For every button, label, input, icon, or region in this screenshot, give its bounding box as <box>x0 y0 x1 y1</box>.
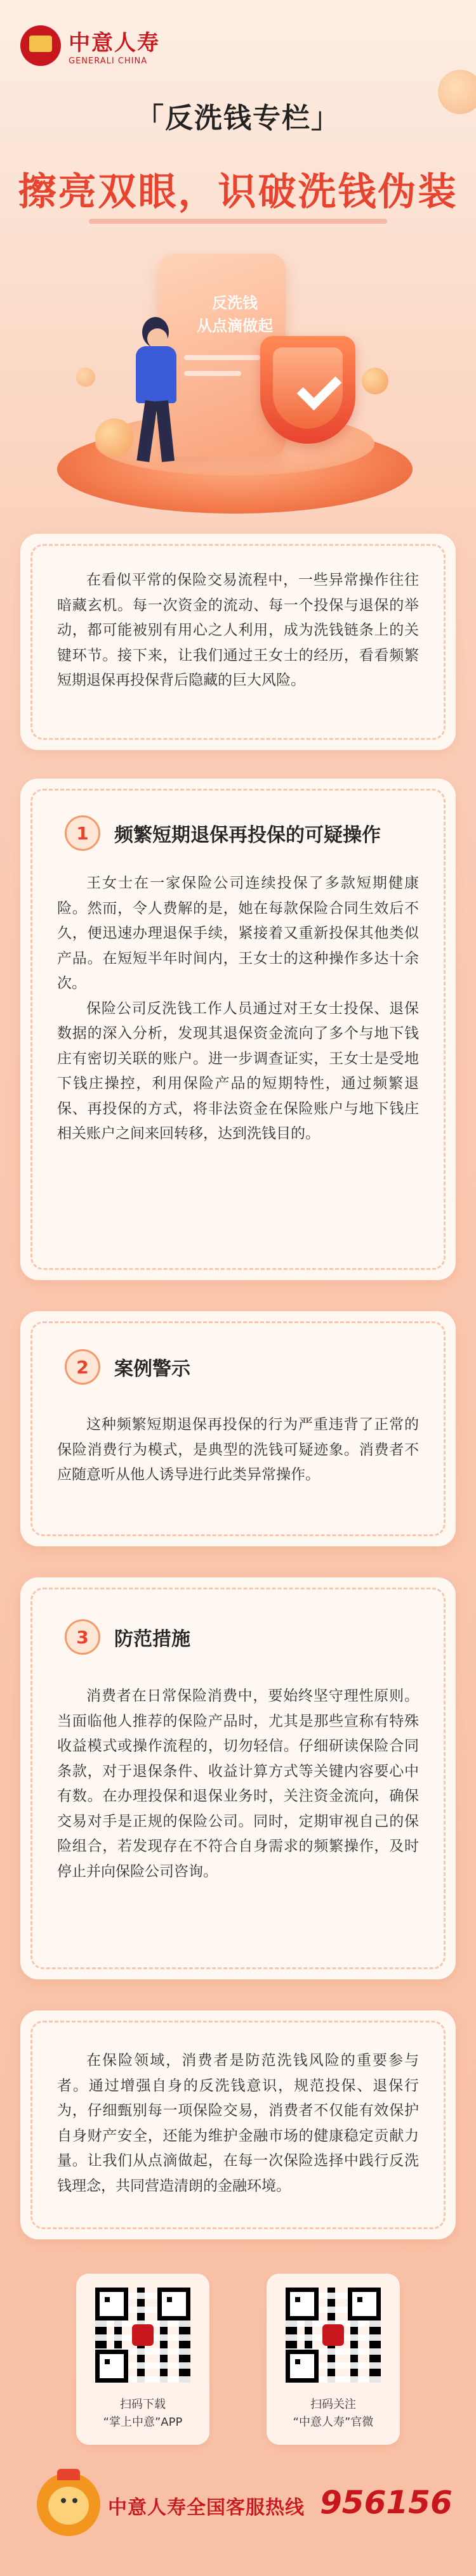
section-paragraph: 消费者在日常保险消费中，要始终坚守理性原则。当面临他人推荐的保险产品时，尤其是那些宣称有特殊收益模式或操作流程的，切勿轻信。仔细研读保险合同条款，对于退保条件、收益计算方式等关键内容要心中有数。在办理投保和退保业务时，关注资金流向，确保交易对手是正规的保险公司。同时，定期审视自己的保险组合，若发现存在不符合自身需求的频繁操作，及时停止并向保险公司咨询。 <box>57 1688 419 1880</box>
qr-app-download[interactable] <box>76 2274 209 2445</box>
qr-panel <box>76 2274 400 2445</box>
section-title: 案例警示 <box>114 1358 190 1380</box>
shield-icon <box>260 336 355 444</box>
section-body-2 <box>57 1413 419 1488</box>
phone-line-decoration <box>184 371 241 376</box>
qr-label-line1: 扫码关注 <box>310 2398 356 2411</box>
intro-text <box>57 568 419 694</box>
section-card-3 <box>20 1577 456 1979</box>
section-heading-3 <box>65 1619 190 1655</box>
section-paragraph: 这种频繁短期退保再投保的行为严重违背了正常的保险消费行为模式，是典型的洗钱可疑迹象。消费者不应随意听从他人诱导进行此类异常操作。 <box>57 1416 419 1483</box>
qr-wechat-follow[interactable] <box>267 2274 400 2445</box>
brand-name-en: GENERALI CHINA <box>69 56 148 66</box>
headline-underline <box>89 219 387 224</box>
closing-card <box>20 2010 456 2239</box>
column-tag: 「反洗钱专栏」 <box>136 102 340 134</box>
section-number-badge: 1 <box>65 815 100 851</box>
brand-name-cn: 中意人寿 <box>69 30 160 56</box>
brand-emblem-icon <box>20 25 61 66</box>
section-number-badge: 3 <box>65 1619 100 1655</box>
section-paragraph: 保险公司反洗钱工作人员通过对王女士投保、退保数据的深入分析，发现其退保资金流向了多个与地下钱庄有密切关联的账户。进一步调查证实，王女士是受地下钱庄操控，利用保险产品的短期特性，通过频繁退保、再投保的方式，将非法资金在保险账户与地下钱庄相关账户之间来回转移，达到洗钱目的。 <box>57 1000 419 1142</box>
lion-mascot-icon <box>37 2473 100 2542</box>
section-card-2 <box>20 1311 456 1546</box>
section-body-3 <box>57 1684 419 1884</box>
phone-text <box>184 292 286 337</box>
hero-illustration <box>0 241 476 526</box>
qr-label-line1: 扫码下载 <box>120 2398 166 2411</box>
intro-paragraph: 在看似平常的保险交易流程中，一些异常操作往往暗藏玄机。每一次资金的流动、每一个投保与退保的举动，都可能被别有用心之人利用，成为洗钱链条上的关键环节。接下来，让我们通过王女士的经历，看看频繁短期退保再投保背后隐藏的巨大风险。 <box>57 572 419 689</box>
section-title: 防范措施 <box>114 1628 190 1650</box>
hotline-number[interactable]: 956156 <box>320 2484 453 2521</box>
section-number-badge: 2 <box>65 1349 100 1385</box>
qr-label-line2: “掌上中意”APP <box>103 2416 183 2429</box>
footer <box>0 2473 476 2549</box>
coin-icon <box>95 418 133 456</box>
coin-icon <box>362 368 388 394</box>
closing-paragraph: 在保险领域，消费者是防范洗钱风险的重要参与者。通过增强自身的反洗钱意识，规范投保、退保行为，仔细甄别每一项保险交易，消费者不仅能有效保护自身财产安全，还能为维护金融市场的健康稳定贡献力量。让我们从点滴做起，在每一次保险选择中践行反洗钱理念，共同营造清朗的金融环境。 <box>57 2052 419 2194</box>
page-headline: 擦亮双眼，识破洗钱伪装 <box>18 170 458 214</box>
qr-code-icon[interactable] <box>286 2288 381 2383</box>
qr-code-icon[interactable] <box>95 2288 190 2383</box>
section-heading-2 <box>65 1349 190 1385</box>
hotline-label: 中意人寿全国客服热线 <box>108 2497 305 2519</box>
phone-line-decoration <box>184 355 260 360</box>
coin-icon <box>76 368 95 387</box>
checkmark-icon <box>297 366 342 411</box>
closing-text <box>57 2049 419 2199</box>
phone-text-line2: 从点滴做起 <box>197 317 273 335</box>
section-paragraph: 王女士在一家保险公司连续投保了多款短期健康险。然而，令人费解的是，她在每款保险合同生效后不久，便迅速办理退保手续，紧接着又重新投保其他类似产品。在短短半年时间内，王女士的这种操作多达十余次。 <box>57 875 419 992</box>
brand-logo <box>20 25 160 66</box>
section-title: 频繁短期退保再投保的可疑操作 <box>114 824 381 846</box>
phone-text-line1: 反洗钱 <box>212 294 258 312</box>
qr-label-line2: “中意人寿”官微 <box>293 2416 374 2429</box>
section-body-1 <box>57 871 419 1147</box>
intro-card <box>20 534 456 750</box>
section-card-1 <box>20 779 456 1280</box>
section-heading-1 <box>65 815 381 851</box>
